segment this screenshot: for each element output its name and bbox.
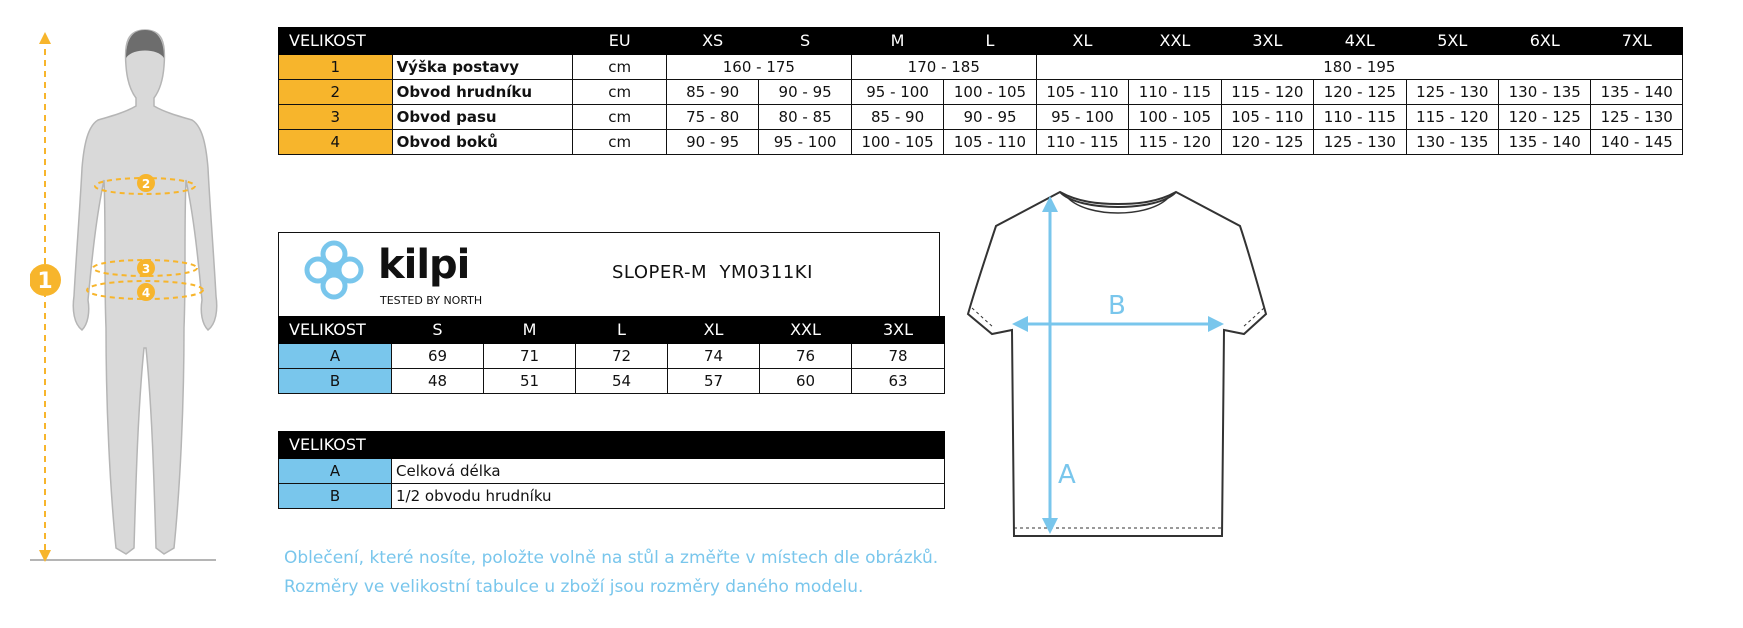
row-number: 3 [279,105,393,130]
table-row [279,459,945,484]
table-cell: 85 - 90 [666,80,758,105]
table-cell: 63 [852,369,945,394]
table-row [279,80,1683,105]
legend-table [278,431,945,509]
label-b: B [1108,291,1126,321]
table-cell: 115 - 120 [1221,80,1313,105]
header-cell: XL [1036,28,1128,55]
table-cell: 120 - 125 [1221,130,1313,155]
table-cell: 90 - 95 [944,105,1036,130]
unit-cell: cm [573,80,666,105]
table-row [279,55,1683,80]
row-key: A [279,459,392,484]
row-number: 1 [279,55,393,80]
table-cell: 115 - 120 [1406,105,1498,130]
header-cell: S [392,317,484,344]
table-cell: 125 - 130 [1314,130,1406,155]
row-key: B [279,484,392,509]
table-cell: 140 - 145 [1591,130,1683,155]
header-cell: M [851,28,943,55]
tshirt-diagram [958,186,1278,546]
table-cell: 180 - 195 [1036,55,1682,80]
table-cell: 76 [760,344,852,369]
table-cell: 100 - 105 [1129,105,1221,130]
table-cell: 48 [392,369,484,394]
header-cell: EU [573,28,666,55]
unit-cell: cm [573,105,666,130]
knot-icon [307,243,361,297]
header-cell: VELIKOST [279,317,392,344]
row-number: 4 [279,130,393,155]
table-cell: 95 - 100 [759,130,851,155]
table-cell: 135 - 140 [1499,130,1591,155]
row-label: Obvod pasu [392,105,573,130]
tshirt-outline [968,192,1266,536]
row-label: Výška postavy [392,55,573,80]
table-cell: 71 [484,344,576,369]
table-cell: 125 - 130 [1591,105,1683,130]
header-cell: 6XL [1499,28,1591,55]
row-label: Obvod hrudníku [392,80,573,105]
table-cell: 95 - 100 [1036,105,1128,130]
table-cell: 90 - 95 [759,80,851,105]
table-cell: 57 [668,369,760,394]
marker-2 [137,174,155,192]
table-cell: 110 - 115 [1314,105,1406,130]
unit-cell: cm [573,130,666,155]
header-cell: VELIKOST [279,432,945,459]
table-cell: 80 - 85 [759,105,851,130]
label-a: A [1058,460,1076,490]
table-cell: 69 [392,344,484,369]
header-cell: 4XL [1314,28,1406,55]
table-cell: 51 [484,369,576,394]
table-row [279,484,945,509]
size-table-header [279,28,1683,55]
header-cell: 7XL [1591,28,1683,55]
svg-text:2: 2 [141,177,151,191]
product-size-table [278,316,945,394]
header-cell: XL [668,317,760,344]
body-measurement-figure [30,28,260,598]
table-cell: 72 [576,344,668,369]
header-cell: XS [666,28,758,55]
header-cell: L [576,317,668,344]
svg-text:1: 1 [37,269,53,294]
row-number: 2 [279,80,393,105]
table-cell: 90 - 95 [666,130,758,155]
marker-3 [137,259,155,277]
product-table-header [279,317,945,344]
table-cell: 74 [668,344,760,369]
table-cell: 75 - 80 [666,105,758,130]
header-cell: M [484,317,576,344]
unit-cell: cm [573,55,666,80]
table-row [279,130,1683,155]
table-cell: 125 - 130 [1406,80,1498,105]
product-model: SLOPER-M YM0311KI [612,262,813,283]
row-key: B [279,369,392,394]
row-label: Obvod boků [392,130,573,155]
table-cell: 120 - 125 [1314,80,1406,105]
table-cell: 160 - 175 [666,55,851,80]
brand-tagline: TESTED BY NORTH [380,294,483,307]
table-cell: 78 [852,344,945,369]
table-cell: 105 - 110 [1036,80,1128,105]
header-cell: XXL [760,317,852,344]
table-cell: 130 - 135 [1406,130,1498,155]
table-cell: 100 - 105 [944,80,1036,105]
header-cell: 3XL [852,317,945,344]
table-cell: 95 - 100 [851,80,943,105]
table-row [279,369,945,394]
brand-name: kilpi [378,242,470,288]
table-cell: 130 - 135 [1499,80,1591,105]
height-arrow [39,32,51,562]
brand-logo [300,236,500,314]
marker-1 [30,264,61,296]
table-cell: 85 - 90 [851,105,943,130]
table-cell: 105 - 110 [1221,105,1313,130]
table-row [279,105,1683,130]
legend-table-header [279,432,945,459]
row-description: 1/2 obvodu hrudníku [392,484,945,509]
table-cell: 105 - 110 [944,130,1036,155]
table-cell: 120 - 125 [1499,105,1591,130]
table-cell: 60 [760,369,852,394]
table-cell: 100 - 105 [851,130,943,155]
table-cell: 135 - 140 [1591,80,1683,105]
table-cell: 110 - 115 [1036,130,1128,155]
header-cell: VELIKOST [279,28,573,55]
note-line-2: Rozměry ve velikostní tabulce u zboží jsou rozměry daného modelu. [284,577,864,597]
header-cell: 5XL [1406,28,1498,55]
table-cell: 115 - 120 [1129,130,1221,155]
marker-4 [137,283,155,301]
svg-text:3: 3 [141,262,151,276]
row-description: Celková délka [392,459,945,484]
table-row [279,344,945,369]
table-cell: 110 - 115 [1129,80,1221,105]
note-line-1: Oblečení, které nosíte, položte volně na stůl a změřte v místech dle obrázků. [284,548,939,568]
svg-text:4: 4 [141,286,151,300]
header-cell: S [759,28,851,55]
size-table [278,27,1683,155]
table-cell: 54 [576,369,668,394]
header-cell: XXL [1129,28,1221,55]
header-cell: 3XL [1221,28,1313,55]
table-cell: 170 - 185 [851,55,1036,80]
header-cell: L [944,28,1036,55]
row-key: A [279,344,392,369]
